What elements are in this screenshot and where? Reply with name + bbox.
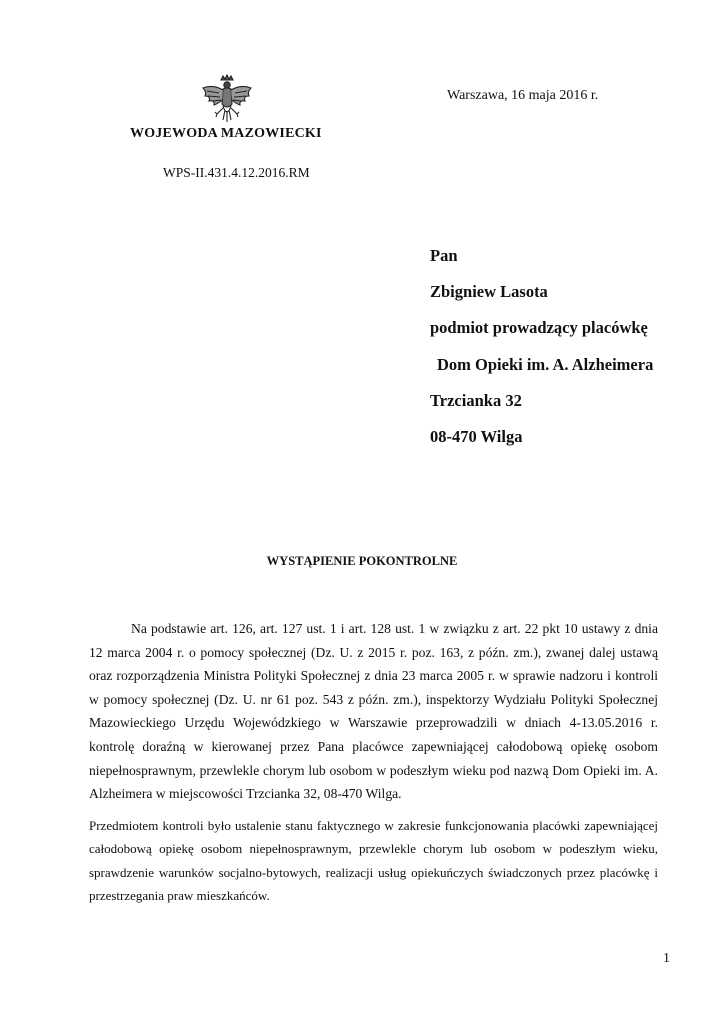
body-paragraph: Na podstawie art. 126, art. 127 ust. 1 i art. 128 ust. 1 w związku z art. 22 pkt 10 ustawy z dnia 12 marca 2004 r. o pomocy społecznej (Dz. U. z 2015 r. poz. 163, z późn. zm.), zwanej dalej ustawą oraz rozporządzenia Ministra Polityki Społecznej z dnia 23 marca 2005 r. w sprawie nadzoru i kontroli w pomocy społecznej (Dz. U. nr 61 poz. 543 z późn. zm.), inspektorzy Wydziału Polityki Społecznej Mazowieckiego Urzędu Wojewódzkiego w Warszawie przeprowadzili w dniach 4-13.05.2016 r. kontrolę doraźną w kierowanej przez Pana placówce zapewniającej całodobową opiekę osobom niepełnosprawnym, przewlekle chorym lub osobom w podeszłym wieku pod nazwą Dom Opieki im. A. Alzheimera w miejscowości Trzcianka 32, 08-470 Wilga. bbox=[89, 621, 658, 802]
body-paragraph: Przedmiotem kontroli było ustalenie stanu faktycznego w zakresie funkcjonowania placówki zapewniającej całodobową opiekę osobom niepełnosprawnym, przewlekle chorym lub osobom w podeszłym wieku, sprawdzenie warunków socjalno-bytowych, realizacji usług opiekuńczych świadczonych przez placówkę i przestrzegania praw mieszkańców. bbox=[89, 817, 658, 903]
reference-number: WPS-II.431.4.12.2016.RM bbox=[163, 165, 310, 180]
recipient-name: Zbigniew Lasota bbox=[430, 282, 548, 302]
recipient-postal-city: 08-470 Wilga bbox=[430, 426, 523, 446]
document-title: WYSTĄPIENIE POKONTROLNE bbox=[266, 554, 458, 568]
recipient-salutation: Pan bbox=[430, 246, 458, 265]
eagle-emblem-icon bbox=[199, 74, 255, 132]
recipient-address bbox=[430, 244, 653, 461]
recipient-facility: Dom Opieki im. A. Alzheimera bbox=[437, 354, 654, 374]
document-body bbox=[89, 617, 658, 907]
place-date: Warszawa, 16 maja 2016 r. bbox=[447, 88, 599, 103]
recipient-role: podmiot prowadzący placówkę bbox=[430, 318, 648, 338]
recipient-street: Trzcianka 32 bbox=[430, 390, 522, 410]
issuing-office: WOJEWODA MAZOWIECKI bbox=[130, 126, 322, 141]
page-number: 1 bbox=[663, 951, 670, 966]
